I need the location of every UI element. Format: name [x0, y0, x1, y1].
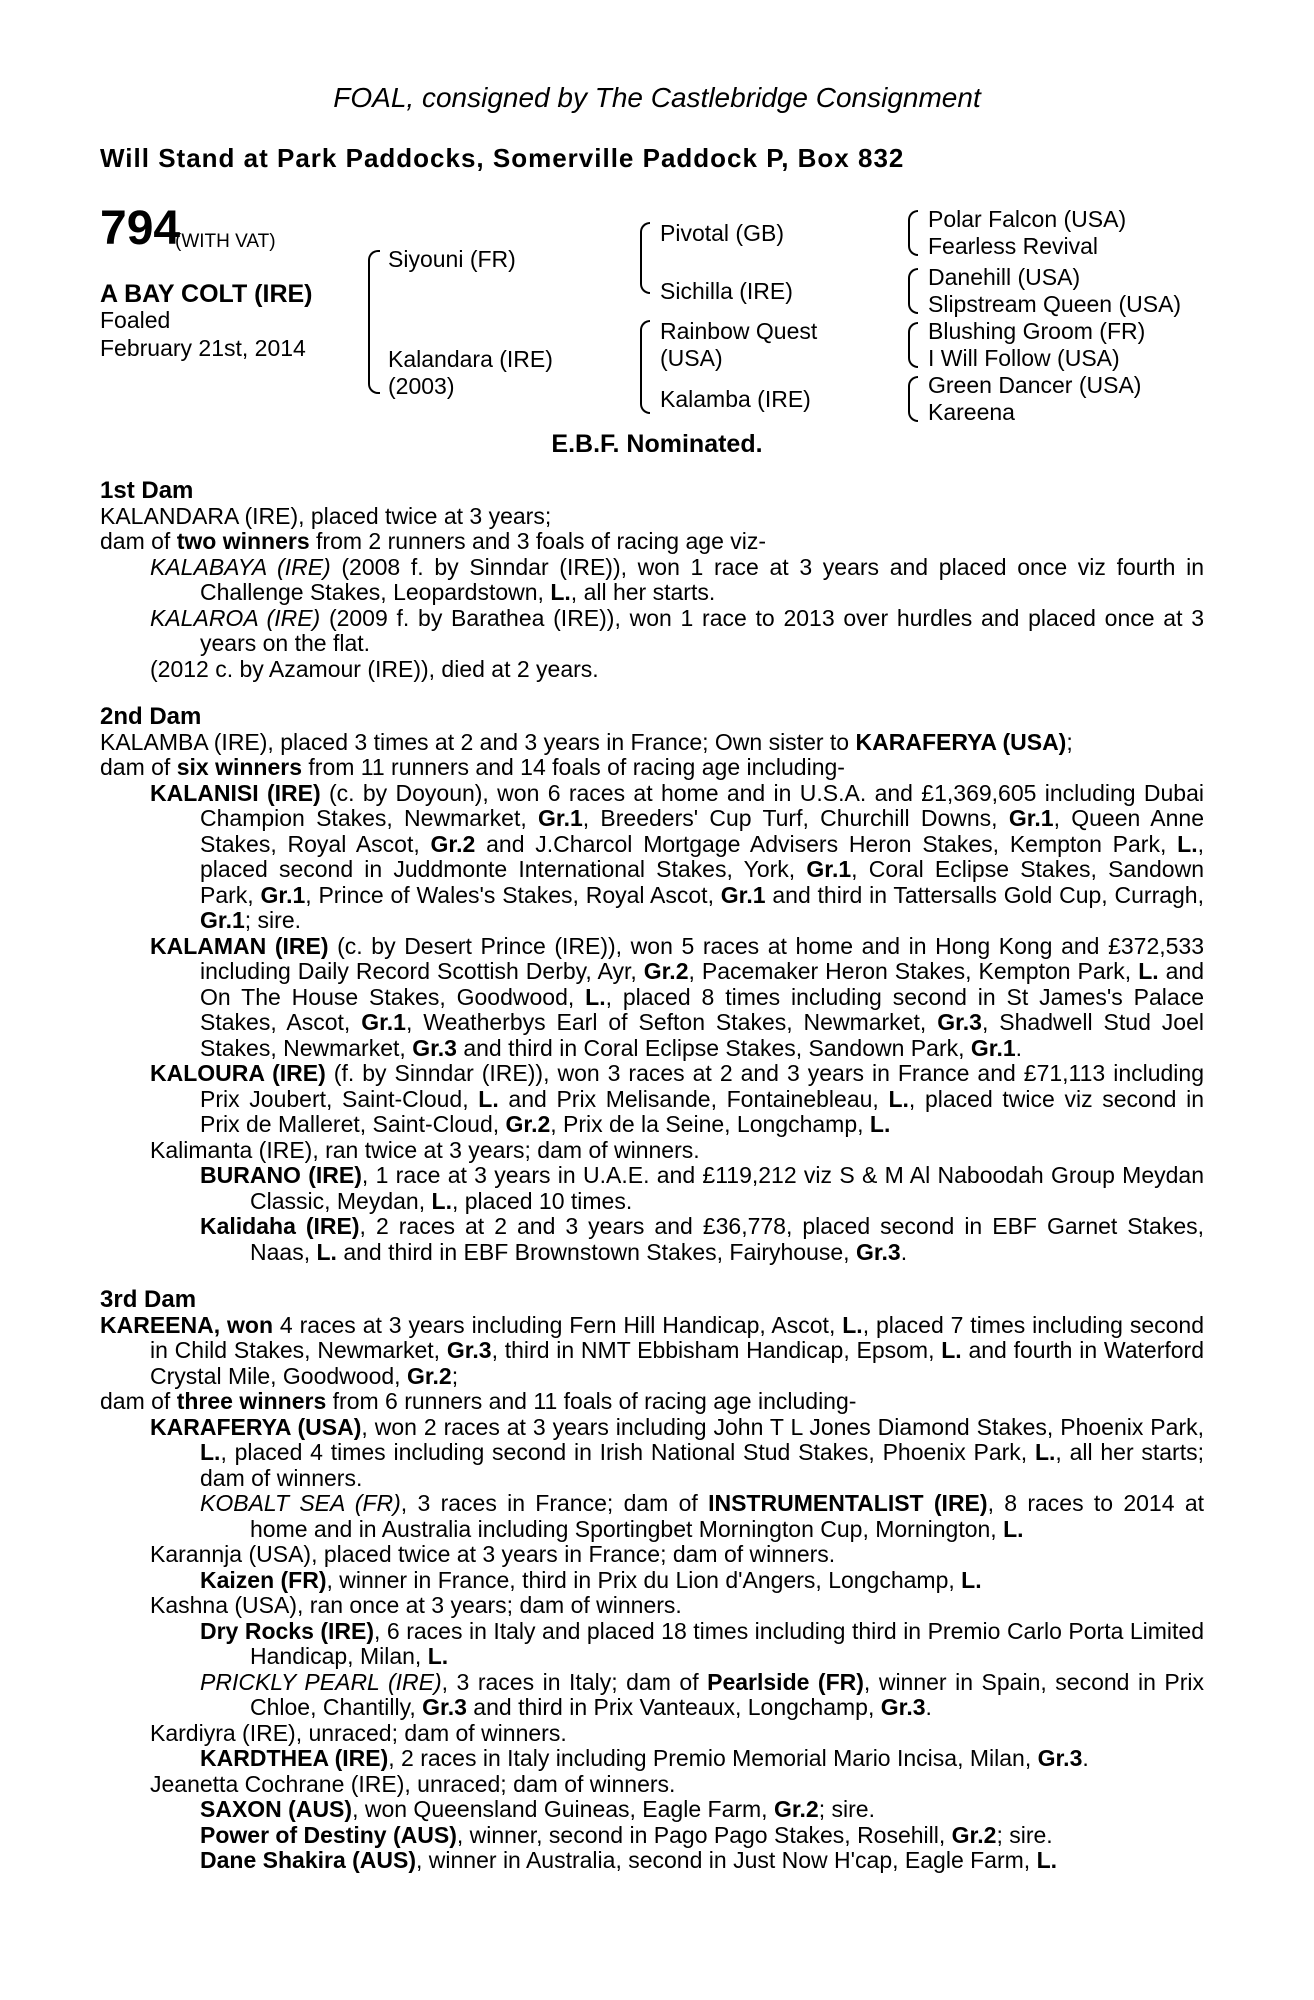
pedigree-sire-dam: Sichilla (IRE) [660, 278, 793, 304]
dam-entry: KALAMBA (IRE), placed 3 times at 2 and 3 years in France; Own sister to KARAFERYA (USA); [100, 728, 1073, 755]
produce-entry: KALABAYA (IRE) (2008 f. by Sinndar (IRE)), won 1 race at 3 years and placed once viz fourth in Challenge Stakes, Leopardstown, L., all her starts. [150, 553, 1204, 605]
pedigree-sire: Siyouni (FR) [388, 246, 516, 272]
horse-name: A BAY COLT (IRE) [100, 280, 313, 308]
produce-entry: KALANISI (IRE) (c. by Doyoun), won 6 races at home and in U.S.A. and £1,369,605 including Dubai Champion Stakes, Newmarket, Gr.1, Breeders' Cup Turf, Churchill Downs, Gr.1, Queen Anne Stakes, Royal Ascot, Gr.2 and J.Charcol Mortgage Advisers Heron Stakes, Kempton Park, L., placed second in Juddmonte International Stakes, York, Gr.1, Coral Eclipse Stakes, Sandown Park, Gr.1, Prince of Wales's Stakes, Royal Ascot, Gr.1 and third in Tattersalls Gold Cup, Curragh, Gr.1; sire. [150, 779, 1205, 933]
pedigree-brace [908, 268, 918, 314]
pedigree-brace [908, 322, 918, 368]
vat-note: (WITH VAT) [175, 231, 276, 252]
produce-entry: Kalimanta (IRE), ran twice at 3 years; dam of winners. [150, 1136, 700, 1163]
produce-entry: Jeanetta Cochrane (IRE), unraced; dam of winners. [150, 1770, 676, 1797]
ebf-nomination: E.B.F. Nominated. [551, 430, 763, 458]
grand-produce-entry: Kaizen (FR), winner in France, third in Prix du Lion d'Angers, Longchamp, L. [200, 1566, 982, 1593]
produce-entry: KALAROA (IRE) (2009 f. by Barathea (IRE)), won 1 race to 2013 over hurdles and placed once at 3 years on the flat. [150, 604, 1204, 656]
dam-produce-summary: dam of three winners from 6 runners and 11 foals of racing age including- [100, 1388, 857, 1414]
grand-produce-entry: BURANO (IRE), 1 race at 3 years in U.A.E. and £119,212 viz S & M Al Naboodah Group Meydan Classic, Meydan, L., placed 10 times. [200, 1162, 1205, 1214]
grand-produce-entry: Dane Shakira (AUS), winner in Australia, second in Just Now H'cap, Eagle Farm, L. [200, 1847, 1058, 1873]
produce-entry: KALAMAN (IRE) (c. by Desert Prince (IRE)), won 5 races at home and in Hong Kong and £372,533 including Daily Record Scottish Derby, Ayr, Gr.2, Pacemaker Heron Stakes, Kempton Park, L. and On The House Stakes, Goodwood, L., placed 8 times including second in St James's Palace Stakes, Ascot, Gr.1, Weatherbys Earl of Sefton Stakes, Newmarket, Gr.3, Shadwell Stud Joel Stakes, Newmarket, Gr.3 and third in Coral Eclipse Stakes, Sandown Park, Gr.1. [150, 932, 1204, 1061]
grand-produce-entry: SAXON (AUS), won Queensland Guineas, Eagle Farm, Gr.2; sire. [200, 1796, 875, 1822]
grand-produce-entry: PRICKLY PEARL (IRE), 3 races in Italy; dam of Pearlside (FR), winner in Spain, second in Prix Chloe, Chantilly, Gr.3 and third in Prix Vanteaux, Longchamp, Gr.3. [200, 1668, 1205, 1720]
pedigree-dam-dam: Kalamba (IRE) [660, 386, 811, 412]
pedigree-sire-sire: Pivotal (GB) [660, 220, 784, 246]
pedigree-brace [640, 320, 650, 414]
pedigree-brace [908, 210, 918, 256]
produce-entry: Kardiyra (IRE), unraced; dam of winners. [150, 1719, 567, 1746]
grand-produce-entry: KARDTHEA (IRE), 2 races in Italy including Premio Memorial Mario Incisa, Milan, Gr.3. [200, 1745, 1089, 1771]
produce-entry: (2012 c. by Azamour (IRE)), died at 2 years. [150, 655, 599, 682]
pedigree-brace [640, 222, 650, 294]
pedigree-gen3: Blushing Groom (FR) I Will Follow (USA) [928, 318, 1146, 371]
lot-number: 794 [100, 202, 181, 255]
section-heading-2nd-dam: 2nd Dam [100, 703, 202, 730]
pedigree-dam: Kalandara (IRE) (2003) [388, 346, 553, 399]
pedigree-brace [368, 250, 380, 394]
dam-produce-summary: dam of six winners from 11 runners and 14 foals of racing age including- [100, 754, 845, 780]
section-heading-3rd-dam: 3rd Dam [100, 1286, 197, 1313]
dam-produce-summary: dam of two winners from 2 runners and 3 foals of racing age viz- [100, 528, 767, 554]
produce-entry: Kashna (USA), ran once at 3 years; dam of winners. [150, 1592, 682, 1618]
grand-produce-entry: Power of Destiny (AUS), winner, second in Pago Pago Stakes, Rosehill, Gr.2; sire. [200, 1821, 1053, 1848]
section-heading-1st-dam: 1st Dam [100, 477, 194, 504]
produce-entry: Karannja (USA), placed twice at 3 years in France; dam of winners. [150, 1541, 836, 1567]
stand-location: Will Stand at Park Paddocks, Somerville Paddock P, Box 832 [100, 143, 905, 173]
grand-produce-entry: KOBALT SEA (FR), 3 races in France; dam of INSTRUMENTALIST (IRE), 8 races to 2014 at home and in Australia including Sportingbet Mornington Cup, Mornington, L. [200, 1490, 1204, 1542]
consignment-title: FOAL, consigned by The Castlebridge Consignment [333, 82, 981, 113]
pedigree-brace [908, 376, 918, 422]
pedigree-gen3: Danehill (USA) Slipstream Queen (USA) [928, 264, 1182, 317]
pedigree-dam-sire: Rainbow Quest (USA) [660, 318, 818, 371]
foaled-date: Foaled February 21st, 2014 [100, 307, 306, 361]
dam-entry: KALANDARA (IRE), placed twice at 3 years; [100, 502, 552, 529]
pedigree-gen3: Green Dancer (USA) Kareena [928, 372, 1142, 425]
dam-entry: KAREENA, won 4 races at 3 years including Fern Hill Handicap, Ascot, L., placed 7 times including second in Child Stakes, Newmarket, Gr.3, third in NMT Ebbisham Handicap, Epsom, L. and fourth in Waterford Crystal Mile, Goodwood, Gr.2; [100, 1311, 1205, 1389]
produce-entry: KALOURA (IRE) (f. by Sinndar (IRE)), won 3 races at 2 and 3 years in France and £71,113 including Prix Joubert, Saint-Cloud, L. and Prix Melisande, Fontainebleau, L., placed twice viz second in Prix de Malleret, Saint-Cloud, Gr.2, Prix de la Seine, Longchamp, L. [150, 1060, 1204, 1137]
produce-entry: KARAFERYA (USA), won 2 races at 3 years including John T L Jones Diamond Stakes, Phoenix Park, L., placed 4 times including second in Irish National Stud Stakes, Phoenix Park, L., all her starts; dam of winners. [150, 1413, 1204, 1491]
pedigree-gen3: Polar Falcon (USA) Fearless Revival [928, 206, 1127, 259]
grand-produce-entry: Dry Rocks (IRE), 6 races in Italy and placed 18 times including third in Premio Carlo Porta Limited Handicap, Milan, L. [200, 1617, 1205, 1669]
grand-produce-entry: Kalidaha (IRE), 2 races at 2 and 3 years and £36,778, placed second in EBF Garnet Stakes, Naas, L. and third in EBF Brownstown Stakes, Fairyhouse, Gr.3. [200, 1213, 1205, 1265]
dam-records [100, 478, 1204, 1874]
